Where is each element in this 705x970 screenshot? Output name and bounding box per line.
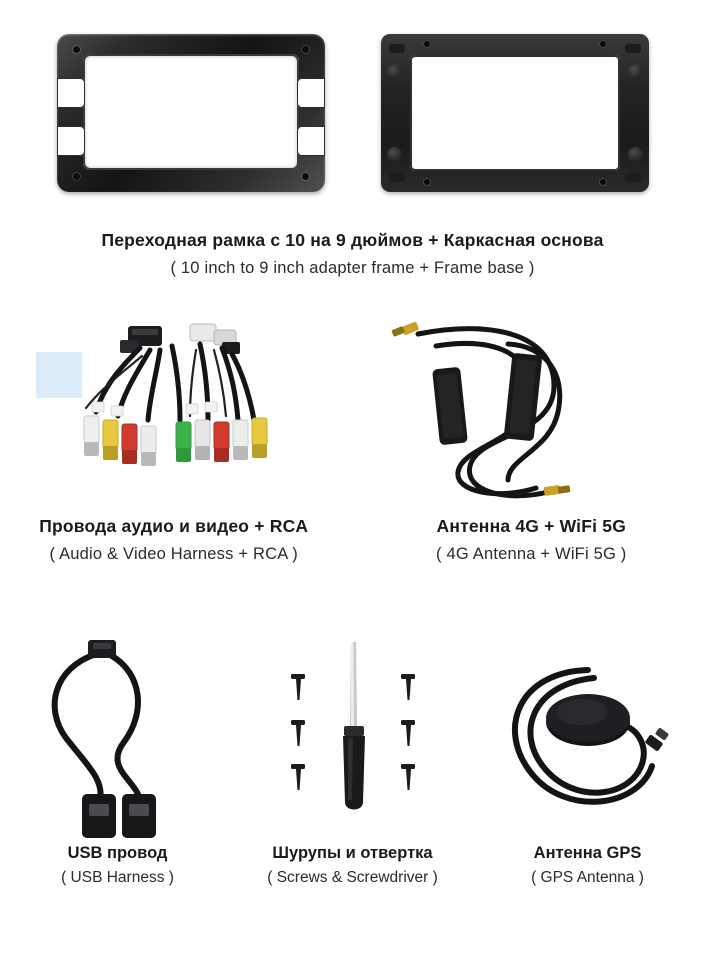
gps-antenna-image	[470, 634, 705, 844]
frame-base-screw-pad	[628, 64, 643, 79]
usb-harness-caption-ru: USB провод	[67, 844, 168, 862]
gps-antenna-cell	[470, 634, 705, 887]
frame-base-hole	[599, 178, 607, 186]
frame-base-screw-pad	[628, 147, 643, 162]
frame-base-hole	[423, 178, 431, 186]
screws-screwdriver-cell	[235, 634, 470, 887]
usb-harness-image	[0, 634, 235, 844]
frame-base-image	[381, 34, 649, 192]
frames-caption-block	[0, 230, 705, 279]
frame-base-screw-pad	[387, 147, 402, 162]
section-accessories	[0, 620, 705, 930]
screws-screwdriver-image	[235, 634, 470, 844]
frame-screw-hole	[302, 173, 309, 180]
audio-video-harness-caption-en: ( Audio & Video Harness + RCA )	[49, 544, 298, 563]
usb-harness-caption-en: ( USB Harness )	[61, 869, 174, 886]
frame-screw-hole	[73, 173, 80, 180]
frames-image-row	[0, 0, 705, 200]
frame-notch	[57, 126, 85, 156]
audio-video-harness-cell	[0, 316, 348, 565]
frames-caption-ru: Переходная рамка с 10 на 9 дюймов + Каркасная основа	[101, 230, 604, 250]
antenna-4g-wifi-image	[358, 316, 705, 516]
audio-video-harness-image	[0, 316, 348, 516]
harness-antenna-row	[0, 316, 705, 565]
frames-caption-en: ( 10 inch to 9 inch adapter frame + Frame base )	[170, 258, 535, 277]
frame-base-hole	[423, 40, 431, 48]
frame-screw-hole	[302, 46, 309, 53]
accessories-row	[0, 634, 705, 887]
frame-screw-hole	[73, 46, 80, 53]
frame-base-screw-pad	[387, 64, 402, 79]
antenna-4g-wifi-caption-ru: Антенна 4G + WiFi 5G	[436, 516, 627, 536]
usb-harness-cell	[0, 634, 235, 887]
frame-base-tab	[625, 44, 641, 53]
gps-antenna-caption-ru: Антенна GPS	[533, 844, 642, 862]
section-harness-antenna	[0, 300, 705, 620]
frame-base-tab	[389, 173, 405, 182]
frame-notch	[297, 78, 325, 108]
screws-screwdriver-caption-ru: Шурупы и отвертка	[272, 844, 433, 862]
frame-base-tab	[389, 44, 405, 53]
frame-notch	[297, 126, 325, 156]
frame-base-tab	[625, 173, 641, 182]
antenna-4g-wifi-caption-en: ( 4G Antenna + WiFi 5G )	[436, 544, 627, 563]
gps-antenna-caption-en: ( GPS Antenna )	[531, 869, 644, 886]
antenna-4g-wifi-cell	[358, 316, 705, 565]
section-frames	[0, 0, 705, 300]
audio-video-harness-caption-ru: Провода аудио и видео + RCA	[39, 516, 309, 536]
frame-notch	[57, 78, 85, 108]
adapter-frame-image	[57, 34, 325, 192]
screws-screwdriver-caption-en: ( Screws & Screwdriver )	[267, 869, 438, 886]
frame-base-hole	[599, 40, 607, 48]
